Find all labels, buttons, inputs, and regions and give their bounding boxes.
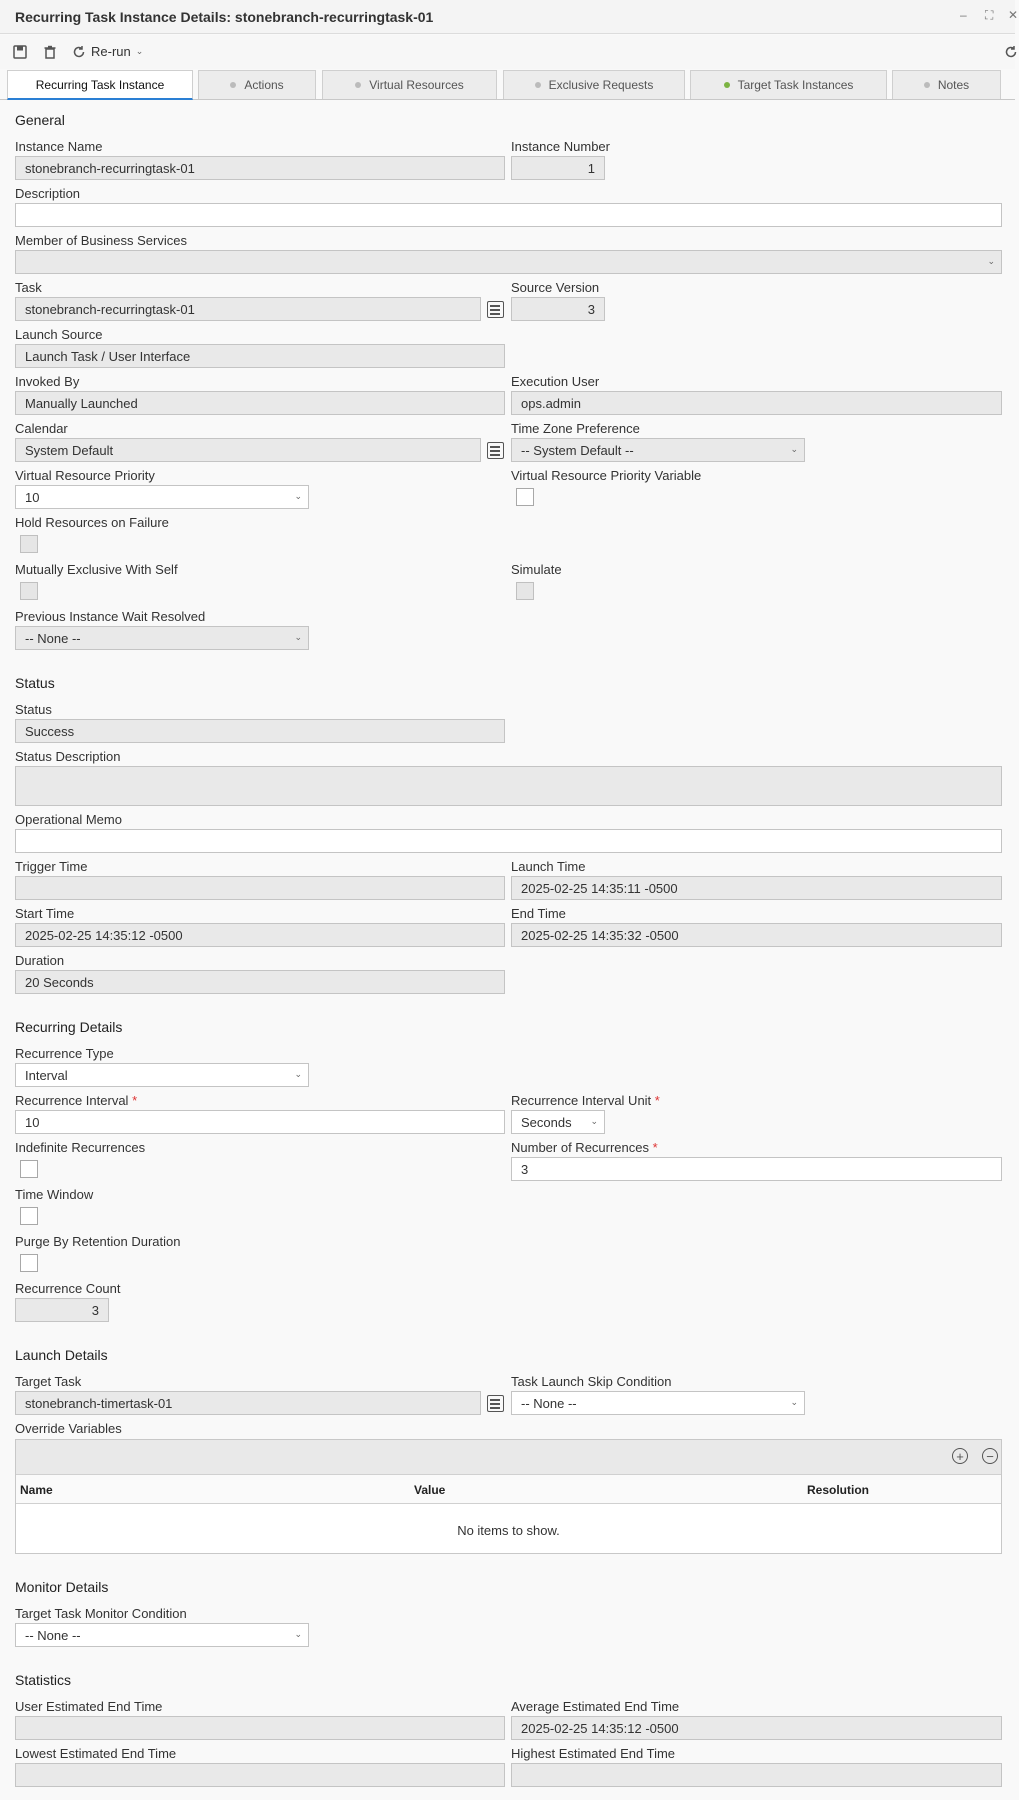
section-monitor-details: Monitor Details	[15, 1579, 109, 1595]
user-est-end-label: User Estimated End Time	[15, 1699, 163, 1714]
vr-priority-var-label: Virtual Resource Priority Variable	[511, 468, 702, 483]
business-services-label: Member of Business Services	[15, 233, 187, 248]
timezone-label: Time Zone Preference	[511, 421, 640, 436]
toolbar	[0, 35, 1015, 69]
prev-wait-label: Previous Instance Wait Resolved	[15, 609, 206, 624]
skip-condition-label: Task Launch Skip Condition	[511, 1374, 672, 1389]
tab-target-task-instances[interactable]: Target Task Instances	[690, 70, 887, 99]
chevron-down-icon: ⌄	[135, 46, 144, 56]
vr-priority-var-checkbox[interactable]	[516, 488, 534, 506]
refresh-icon	[72, 45, 86, 59]
indefinite-recurrences-checkbox[interactable]	[20, 1160, 38, 1178]
column-resolution[interactable]: Resolution	[807, 1483, 869, 1497]
duration-field[interactable]: 20 Seconds	[15, 970, 505, 994]
status-description-field[interactable]	[15, 766, 1002, 806]
remove-row-icon[interactable]: −	[982, 1448, 998, 1464]
end-time-field[interactable]: 2025-02-25 14:35:32 -0500	[511, 923, 1002, 947]
instance-name-field[interactable]: stonebranch-recurringtask-01	[15, 156, 505, 180]
tab-notes[interactable]: Notes	[892, 70, 1001, 99]
add-row-icon[interactable]: +	[952, 1448, 968, 1464]
avg-est-end-field[interactable]: 2025-02-25 14:35:12 -0500	[511, 1716, 1002, 1740]
avg-est-end-label: Average Estimated End Time	[511, 1699, 680, 1714]
highest-est-end-label: Highest Estimated End Time	[511, 1746, 676, 1761]
user-est-end-field[interactable]	[15, 1716, 505, 1740]
execution-user-field[interactable]: ops.admin	[511, 391, 1002, 415]
simulate-checkbox[interactable]	[516, 582, 534, 600]
recurrence-type-select[interactable]: Interval ⌄	[15, 1063, 309, 1087]
prev-wait-select[interactable]: -- None -- ⌄	[15, 626, 309, 650]
status-dot-icon	[230, 82, 236, 88]
lowest-est-end-field[interactable]	[15, 1763, 505, 1787]
indefinite-recurrences-label: Indefinite Recurrences	[15, 1140, 146, 1155]
recurrence-unit-select[interactable]: Seconds ⌄	[511, 1110, 605, 1134]
section-general: General	[15, 112, 65, 128]
recurrence-type-label: Recurrence Type	[15, 1046, 114, 1061]
instance-number-label: Instance Number	[511, 139, 610, 154]
chevron-down-icon: ⌄	[294, 491, 302, 501]
chevron-down-icon: ⌄	[590, 1116, 598, 1126]
mutually-exclusive-label: Mutually Exclusive With Self	[15, 562, 178, 577]
calendar-field[interactable]: System Default	[15, 438, 481, 462]
refresh-view-icon[interactable]	[1003, 44, 1019, 60]
grid-toolbar	[16, 1440, 1001, 1475]
delete-icon[interactable]	[42, 44, 58, 60]
recurrence-interval-field[interactable]: 10	[15, 1110, 505, 1134]
trigger-time-label: Trigger Time	[15, 859, 88, 874]
time-window-label: Time Window	[15, 1187, 94, 1202]
column-value[interactable]: Value	[414, 1483, 446, 1497]
launch-source-field[interactable]: Launch Task / User Interface	[15, 344, 505, 368]
chevron-down-icon: ⌄	[294, 632, 302, 642]
purge-retention-label: Purge By Retention Duration	[15, 1234, 181, 1249]
hold-resources-checkbox[interactable]	[20, 535, 38, 553]
status-dot-icon	[724, 82, 730, 88]
list-lookup-icon[interactable]	[487, 442, 504, 459]
tab-actions[interactable]: Actions	[198, 70, 316, 99]
section-launch-details: Launch Details	[15, 1347, 108, 1363]
section-status: Status	[15, 675, 55, 691]
tab-exclusive-requests[interactable]: Exclusive Requests	[503, 70, 685, 99]
time-window-checkbox[interactable]	[20, 1207, 38, 1225]
override-variables-label: Override Variables	[15, 1421, 122, 1436]
description-label: Description	[15, 186, 81, 201]
rerun-label: Re-run	[91, 44, 131, 59]
trigger-time-field[interactable]	[15, 876, 505, 900]
launch-source-label: Launch Source	[15, 327, 103, 342]
duration-label: Duration	[15, 953, 65, 968]
number-of-recurrences-field[interactable]: 3	[511, 1157, 1002, 1181]
recurrence-count-field[interactable]: 3	[15, 1298, 109, 1322]
grid-empty-message: No items to show.	[457, 1523, 560, 1538]
simulate-label: Simulate	[511, 562, 562, 577]
status-dot-icon	[355, 82, 361, 88]
status-dot-icon	[535, 82, 541, 88]
operational-memo-label: Operational Memo	[15, 812, 122, 827]
chevron-down-icon: ⌄	[790, 444, 798, 454]
list-lookup-icon[interactable]	[487, 1395, 504, 1412]
recurrence-count-label: Recurrence Count	[15, 1281, 121, 1296]
launch-time-label: Launch Time	[511, 859, 586, 874]
target-task-field[interactable]: stonebranch-timertask-01	[15, 1391, 481, 1415]
tab-bar	[0, 70, 1015, 100]
window-titlebar	[0, 0, 1019, 34]
source-version-field[interactable]: 3	[511, 297, 605, 321]
timezone-select[interactable]: -- System Default -- ⌄	[511, 438, 805, 462]
chevron-down-icon: ⌄	[790, 1397, 798, 1407]
operational-memo-field[interactable]	[15, 829, 1002, 853]
vr-priority-label: Virtual Resource Priority	[15, 468, 155, 483]
section-statistics: Statistics	[15, 1672, 72, 1688]
status-dot-icon	[924, 82, 930, 88]
monitor-condition-select[interactable]: -- None -- ⌄	[15, 1623, 309, 1647]
grid-header	[16, 1475, 1001, 1504]
description-field[interactable]	[15, 203, 1002, 227]
status-label: Status	[15, 702, 52, 717]
target-task-label: Target Task	[15, 1374, 82, 1389]
number-of-recurrences-label: Number of Recurrences *	[511, 1140, 658, 1155]
task-label: Task	[15, 280, 42, 295]
invoked-by-label: Invoked By	[15, 374, 80, 389]
mutually-exclusive-checkbox[interactable]	[20, 582, 38, 600]
execution-user-label: Execution User	[511, 374, 600, 389]
list-lookup-icon[interactable]	[487, 301, 504, 318]
business-services-select[interactable]	[15, 250, 1002, 274]
recurrence-interval-label: Recurrence Interval *	[15, 1093, 138, 1108]
vr-priority-select[interactable]: 10 ⌄	[15, 485, 309, 509]
source-version-label: Source Version	[511, 280, 600, 295]
tab-virtual-resources[interactable]: Virtual Resources	[322, 70, 497, 99]
launch-time-field[interactable]: 2025-02-25 14:35:11 -0500	[511, 876, 1002, 900]
status-description-label: Status Description	[15, 749, 121, 764]
rerun-button[interactable]	[72, 44, 143, 59]
hold-resources-label: Hold Resources on Failure	[15, 515, 169, 530]
minimize-icon[interactable]: –	[960, 8, 967, 22]
tab-recurring-task-instance[interactable]: Recurring Task Instance	[7, 70, 193, 100]
end-time-label: End Time	[511, 906, 566, 921]
monitor-condition-label: Target Task Monitor Condition	[15, 1606, 187, 1621]
chevron-down-icon: ⌄	[294, 1069, 302, 1079]
section-recurring-details: Recurring Details	[15, 1019, 123, 1035]
instance-name-label: Instance Name	[15, 139, 103, 154]
invoked-by-field[interactable]: Manually Launched	[15, 391, 505, 415]
calendar-label: Calendar	[15, 421, 68, 436]
maximize-icon[interactable]: ⛶	[985, 8, 994, 22]
highest-est-end-field[interactable]	[511, 1763, 1002, 1787]
lowest-est-end-label: Lowest Estimated End Time	[15, 1746, 177, 1761]
start-time-field[interactable]: 2025-02-25 14:35:12 -0500	[15, 923, 505, 947]
skip-condition-select[interactable]: -- None -- ⌄	[511, 1391, 805, 1415]
close-icon[interactable]: ✕	[1008, 8, 1019, 22]
recurrence-unit-label: Recurrence Interval Unit *	[511, 1093, 660, 1108]
window-title: Recurring Task Instance Details: stonebranch-recurringtask-01	[15, 9, 434, 25]
start-time-label: Start Time	[15, 906, 75, 921]
instance-number-field[interactable]: 1	[511, 156, 605, 180]
chevron-down-icon: ⌄	[294, 1629, 302, 1639]
override-variables-grid	[15, 1439, 1002, 1554]
column-name[interactable]: Name	[20, 1483, 53, 1497]
save-icon[interactable]	[12, 44, 28, 60]
purge-retention-checkbox[interactable]	[20, 1254, 38, 1272]
task-field[interactable]: stonebranch-recurringtask-01	[15, 297, 481, 321]
status-field[interactable]: Success	[15, 719, 505, 743]
chevron-down-icon: ⌄	[987, 256, 995, 266]
